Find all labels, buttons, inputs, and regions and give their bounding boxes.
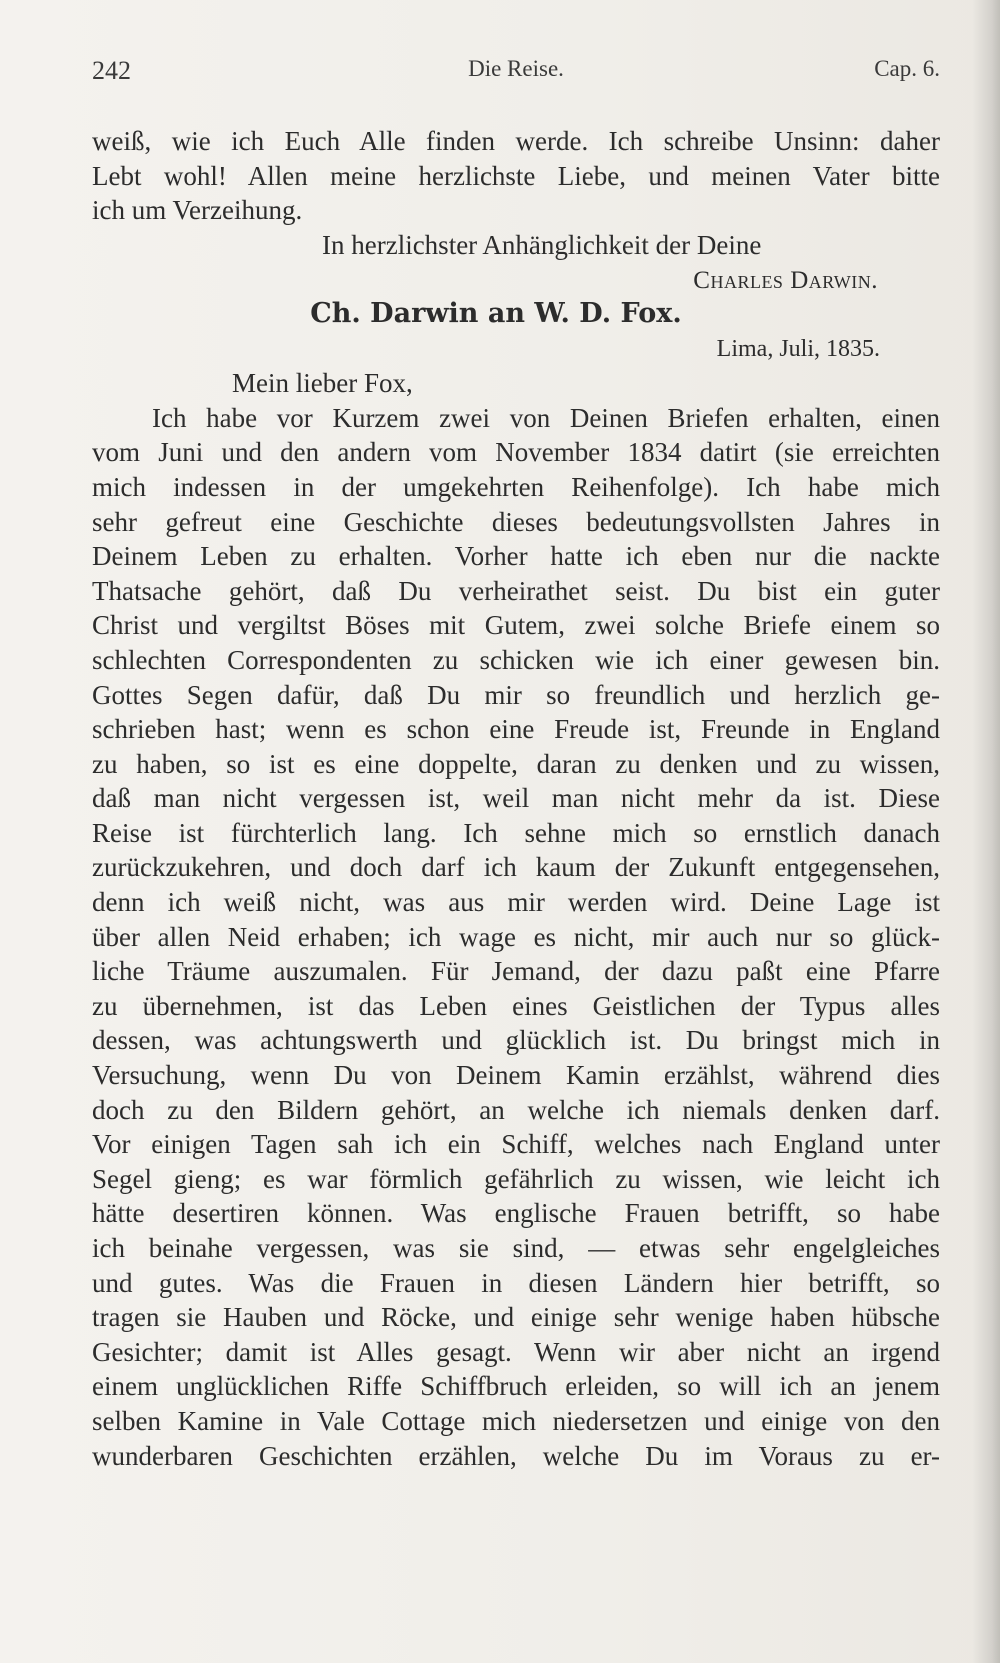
text-line: ich um Verzeihung.: [92, 195, 303, 226]
text-line: schlechten Correspondenten zu schicken wie ich einer gewesen bin.: [92, 644, 940, 675]
text-line: Versuchung, wenn Du von Deinem Kamin erzählst, während dies: [92, 1060, 940, 1091]
text-line: sehr gefreut eine Geschichte dieses bedeutungsvollsten Jahres in: [92, 506, 940, 537]
text-line: Gesichter; damit ist Alles gesagt. Wenn wir aber nicht an irgend: [92, 1336, 940, 1367]
text-line: daß man nicht vergessen ist, weil man nicht mehr da ist. Diese: [92, 783, 940, 814]
running-title: Die Reise.: [468, 56, 564, 81]
text-line: tragen sie Hauben und Röcke, und einige sehr wenige haben hübsche: [92, 1302, 940, 1333]
text-line: zu übernehmen, ist das Leben eines Geistlichen der Typus alles: [92, 990, 940, 1021]
running-header: [92, 56, 940, 92]
text-line: denn ich weiß nicht, was aus mir werden wird. Deine Lage ist: [92, 887, 940, 918]
text-line: mich indessen in der umgekehrten Reihenfolge). Ich habe mich: [92, 471, 940, 502]
page-text: [92, 124, 940, 1473]
text-line: schrieben hast; wenn es schon eine Freude ist, Freunde in England: [92, 714, 940, 745]
letter-first-line: Ich habe vor Kurzem zwei von Deinen Briefen erhalten, einen: [152, 402, 940, 433]
valediction: In herzlichster Anhänglichkeit der Deine: [322, 229, 762, 260]
text-line: Lebt wohl! Allen meine herzlichste Liebe, und meinen Vater bitte: [92, 160, 940, 191]
text-line: zu haben, so ist es eine doppelte, daran zu denken und zu wissen,: [92, 748, 940, 779]
text-line: über allen Neid erhaben; ich wage es nicht, mir auch nur so glück-: [92, 921, 940, 952]
page-number: 242: [92, 56, 131, 85]
text-line: doch zu den Bildern gehört, an welche ich niemals denken darf.: [92, 1094, 940, 1125]
text-line: zurückzukehren, und doch darf ich kaum der Zukunft entgegensehen,: [92, 852, 940, 883]
letter-salutation: Mein lieber Fox,: [232, 368, 413, 399]
text-line: Christ und vergiltst Böses mit Gutem, zwei solche Briefe einem so: [92, 610, 940, 641]
text-line: Reise ist fürchterlich lang. Ich sehne mich so ernstlich danach: [92, 817, 940, 848]
page-edge-shadow: [972, 0, 1000, 1663]
text-line: dessen, was achtungswerth und glücklich ist. Du bringst mich in: [92, 1025, 940, 1056]
text-line: liche Träume auszumalen. Für Jemand, der dazu paßt eine Pfarre: [92, 956, 940, 987]
text-line: Segel gieng; es war förmlich gefährlich zu wissen, wie leicht ich: [92, 1163, 940, 1194]
text-line: einem unglücklichen Riffe Schiffbruch erleiden, so will ich an jenem: [92, 1371, 940, 1402]
letter-heading: Ch. Darwin an W. D. Fox.: [310, 297, 682, 329]
text-line: selben Kamine in Vale Cottage mich niedersetzen und einige von den: [92, 1405, 940, 1436]
text-line: vom Juni und den andern vom November 1834 datirt (sie erreichten: [92, 437, 940, 468]
text-line: hätte desertiren können. Was englische Frauen betrifft, so habe: [92, 1198, 940, 1229]
text-line: Thatsache gehört, daß Du verheirathet seist. Du bist ein guter: [92, 575, 940, 606]
signature: [92, 262, 940, 297]
text-line: Deinem Leben zu erhalten. Vorher hatte ich eben nur die nackte: [92, 541, 940, 572]
text-line: ich beinahe vergessen, was sie sind, — etwas sehr engelgleiches: [92, 1233, 940, 1263]
chapter-label: Cap. 6.: [874, 56, 940, 81]
letter-dateline: Lima, Juli, 1835.: [716, 335, 880, 362]
text-line: weiß, wie ich Euch Alle finden werde. Ich schreibe Unsinn: daher: [92, 126, 940, 156]
text-line: Vor einigen Tagen sah ich ein Schiff, welches nach England unter: [92, 1129, 940, 1160]
text-line: und gutes. Was die Frauen in diesen Ländern hier betrifft, so: [92, 1267, 940, 1298]
text-line: Gottes Segen dafür, daß Du mir so freundlich und herzlich ge-: [92, 679, 940, 710]
signature-text: Charles Darwin.: [693, 267, 878, 295]
text-line: wunderbaren Geschichten erzählen, welche Du im Voraus zu er-: [92, 1440, 940, 1471]
